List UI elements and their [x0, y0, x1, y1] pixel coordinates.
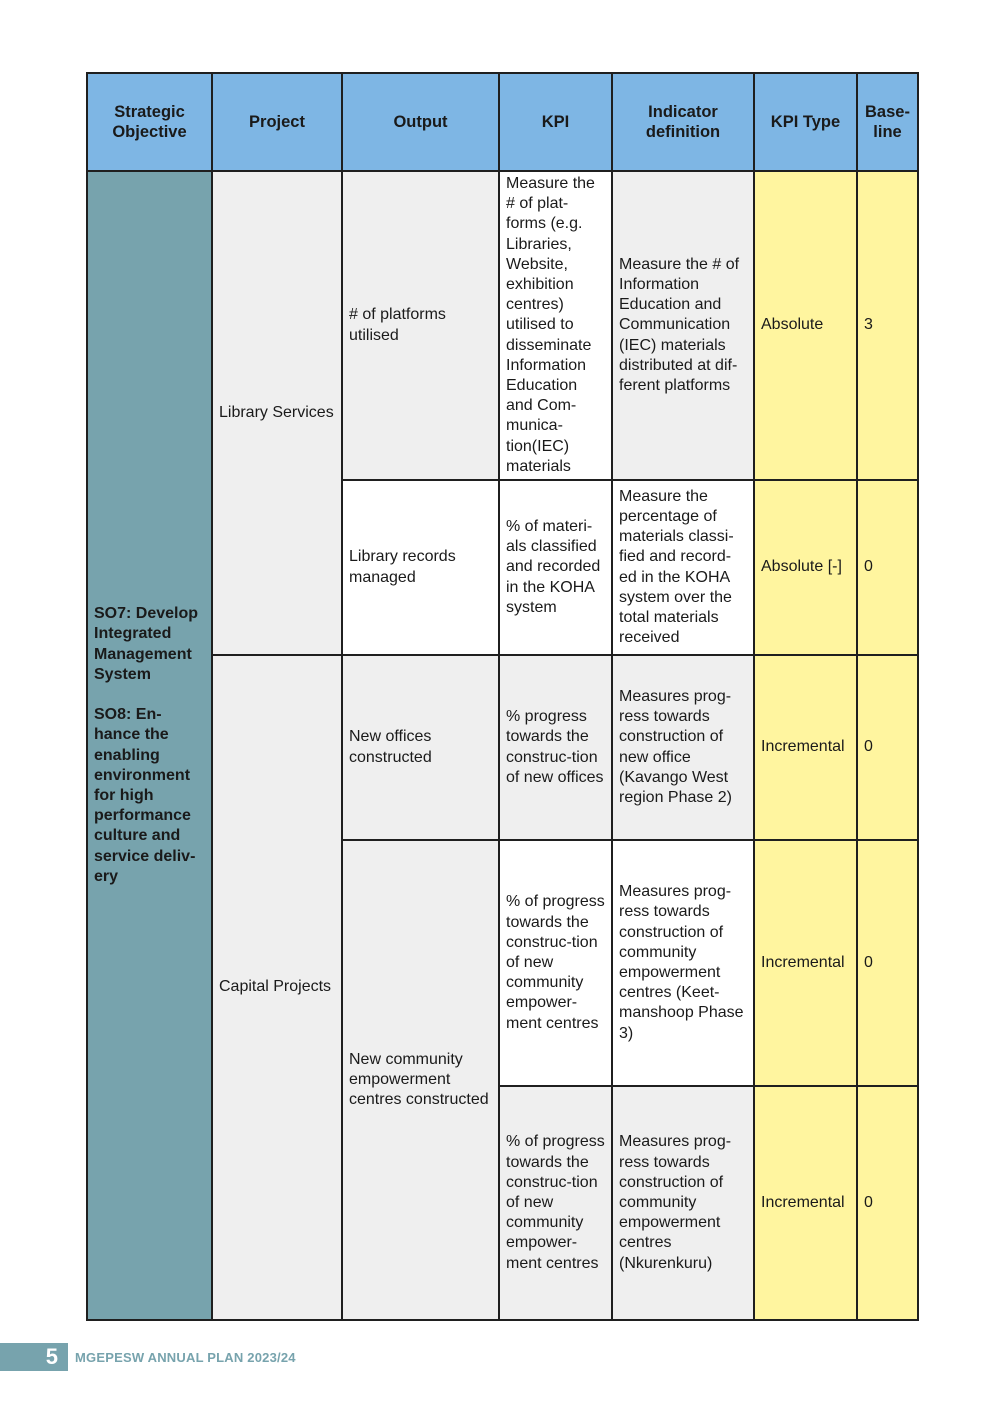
header-strategic-objective: Strategic Objective — [87, 73, 212, 171]
indicator-definition-cell: Measures prog-ress towards construction of community empowerment centres (Nkurenkuru) — [612, 1086, 754, 1320]
kpi-cell: % of materi-als classified and recorded in the KOHA system — [499, 480, 612, 655]
header-row — [87, 73, 918, 171]
indicator-definition-cell: Measure the percentage of materials classi-fied and record-ed in the KOHA system over the total materials received — [612, 480, 754, 655]
kpi-type-cell: Incremental — [754, 1086, 857, 1320]
header-kpi-type: KPI Type — [754, 73, 857, 171]
kpi-type-cell: Absolute — [754, 171, 857, 480]
page-footer — [0, 1343, 296, 1371]
baseline-cell: 0 — [857, 480, 918, 655]
baseline-cell: 0 — [857, 840, 918, 1086]
kpi-type-cell: Absolute [-] — [754, 480, 857, 655]
strategic-objective-cell: SO7: Develop Integrated Management System SO8: En-hance the enabling environment for high performance culture and service deliv-ery — [87, 171, 212, 1320]
output-offices: New offices constructed — [342, 655, 499, 840]
indicator-definition-cell: Measure the # of Information Education and Communication (IEC) materials distributed at dif-ferent platforms — [612, 171, 754, 480]
output-records: Library records managed — [342, 480, 499, 655]
header-indicator-definition: Indicator definition — [612, 73, 754, 171]
footer-title: MGEPESW ANNUAL PLAN 2023/24 — [75, 1349, 296, 1365]
table-row — [87, 171, 918, 480]
output-platforms: # of platforms utilised — [342, 171, 499, 480]
baseline-cell: 0 — [857, 655, 918, 840]
kpi-cell: Measure the # of plat-forms (e.g. Libraries, Website, exhibition centres) utilised to disseminate Information Education and Com-munica-tion(IEC) materials — [499, 171, 612, 480]
header-baseline: Base-line — [857, 73, 918, 171]
page-number: 5 — [0, 1343, 68, 1371]
baseline-cell: 0 — [857, 1086, 918, 1320]
indicator-definition-cell: Measures prog-ress towards construction of community empowerment centres (Keet-manshoop Phase 3) — [612, 840, 754, 1086]
kpi-type-cell: Incremental — [754, 655, 857, 840]
kpi-cell: % progress towards the construc-tion of new offices — [499, 655, 612, 840]
project-capital-projects: Capital Projects — [212, 655, 342, 1320]
baseline-cell: 3 — [857, 171, 918, 480]
header-project: Project — [212, 73, 342, 171]
kpi-type-cell: Incremental — [754, 840, 857, 1086]
output-community-centres: New community empowerment centres constructed — [342, 840, 499, 1320]
annual-plan-table — [86, 72, 919, 1321]
kpi-cell: % of progress towards the construc-tion of new community empower-ment centres — [499, 1086, 612, 1320]
header-kpi: KPI — [499, 73, 612, 171]
indicator-definition-cell: Measures prog-ress towards construction of new office (Kavango West region Phase 2) — [612, 655, 754, 840]
table-row — [87, 655, 918, 840]
kpi-cell: % of progress towards the construc-tion of new community empower-ment centres — [499, 840, 612, 1086]
header-output: Output — [342, 73, 499, 171]
project-library-services: Library Services — [212, 171, 342, 655]
